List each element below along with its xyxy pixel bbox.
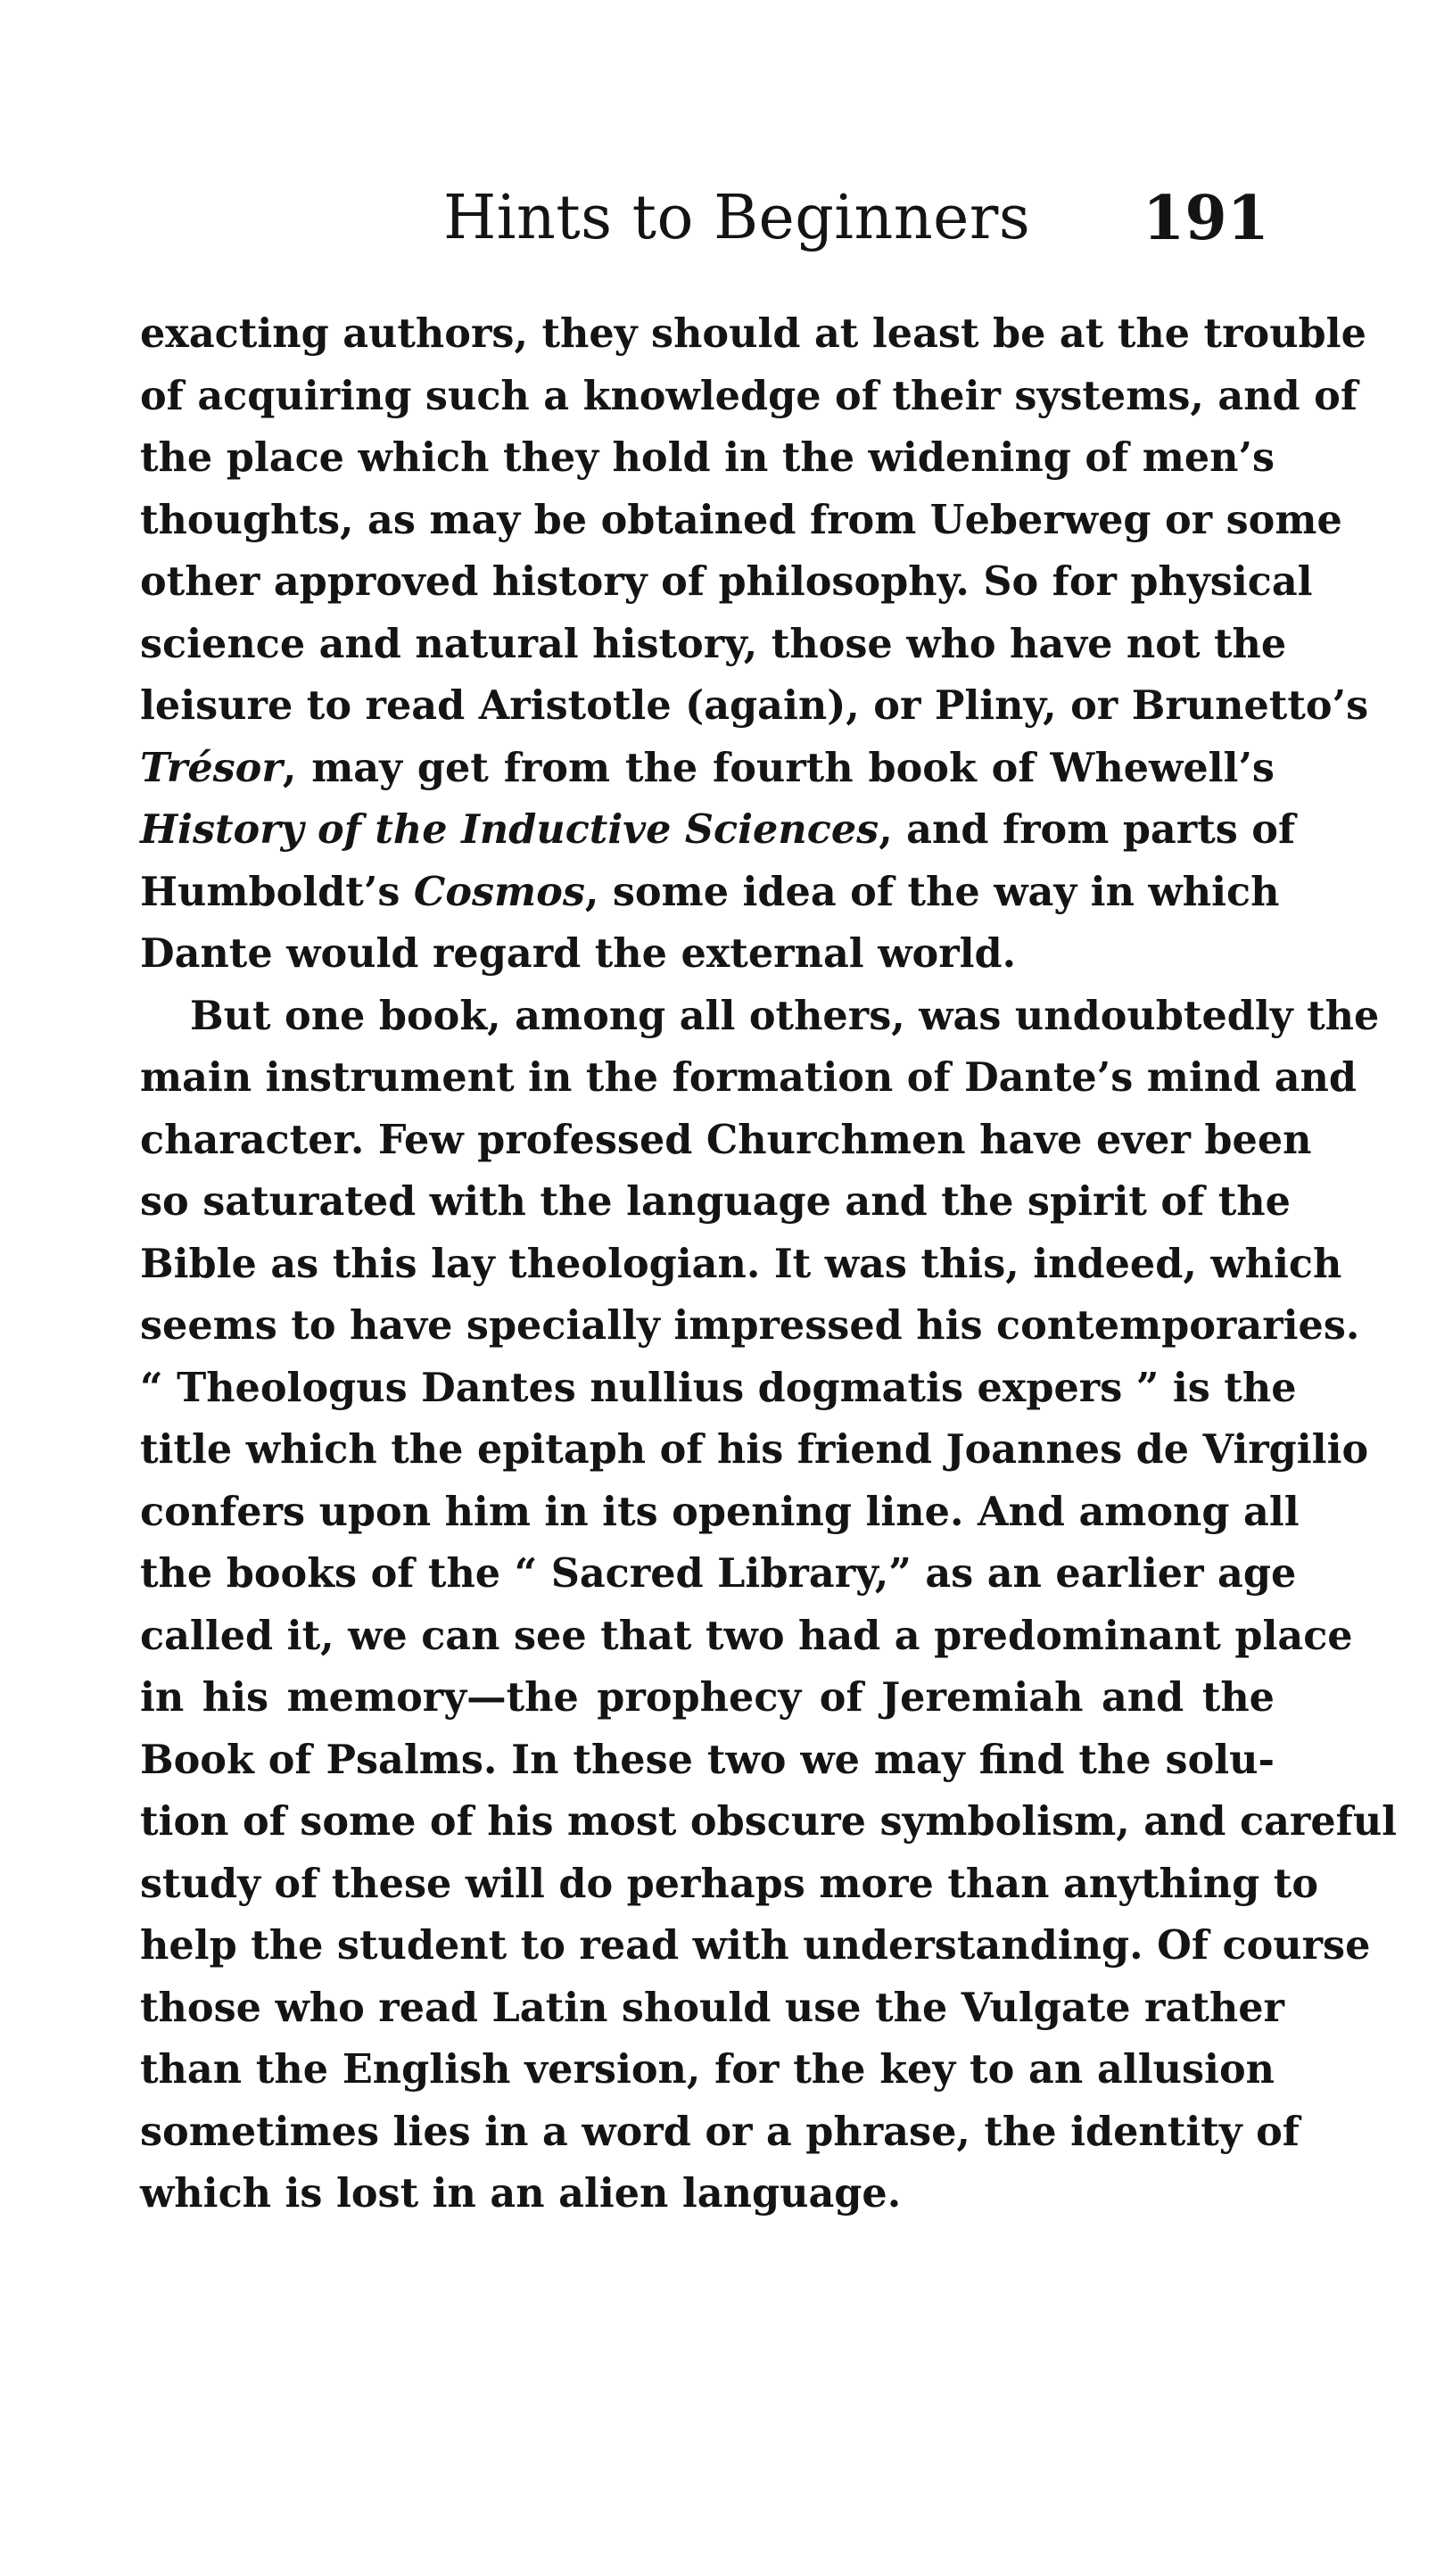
text-line: than the English version, for the key to an allusion <box>140 2046 1275 2093</box>
text-line: called it, we can see that two had a predominant place <box>140 1612 1353 1659</box>
italic-title: Trésor <box>140 744 283 791</box>
text-line: study of these will do perhaps more than anything to <box>140 1860 1319 1907</box>
text-line: “ Theologus Dantes nullius dogmatis expers ” is the <box>140 1364 1297 1411</box>
text-line <box>140 738 1275 800</box>
italic-title: History of the Inductive Sciences <box>140 806 879 853</box>
text-fragment: , some idea of the way in which <box>584 868 1280 915</box>
text-line: the place which they hold in the widening of men’s <box>140 434 1275 481</box>
text-line: in his memory—the prophecy of Jeremiah and the <box>140 1674 1275 1721</box>
text-line: tion of some of his most obscure symbolism, and careful <box>140 1798 1398 1845</box>
running-head <box>140 178 1275 259</box>
text-line: so saturated with the language and the spirit of the <box>140 1178 1291 1225</box>
text-line: title which the epitaph of his friend Joannes de Virgilio <box>140 1426 1369 1473</box>
text-line: help the student to read with understanding. Of course <box>140 1922 1371 1969</box>
text-line: confers upon him in its opening line. And among all <box>140 1488 1300 1535</box>
text-line <box>140 799 1296 862</box>
text-line: main instrument in the formation of Dante’s mind and <box>140 1054 1358 1101</box>
body-text <box>140 303 1398 2225</box>
text-line: thoughts, as may be obtained from Ueberweg or some <box>140 496 1342 543</box>
page-content <box>140 178 1398 2225</box>
text-fragment: , may get from the fourth book of Whewell’s <box>282 744 1275 791</box>
text-line: which is lost in an alien language. <box>140 2170 902 2217</box>
text-line: Book of Psalms. In these two we may find the solu- <box>140 1736 1275 1783</box>
text-line: Dante would regard the external world. <box>140 930 1017 977</box>
text-line: leisure to read Aristotle (again), or Pliny, or Brunetto’s <box>140 682 1369 729</box>
text-line: those who read Latin should use the Vulgate rather <box>140 1984 1284 2031</box>
text-line: the books of the “ Sacred Library,” as an earlier age <box>140 1550 1297 1597</box>
running-title: Hints to Beginners <box>443 183 1031 253</box>
text-line: science and natural history, those who have not the <box>140 620 1287 667</box>
text-fragment: Humboldt’s <box>140 868 414 915</box>
paragraph <box>140 303 1369 986</box>
paragraph <box>140 986 1398 2225</box>
text-line: exacting authors, they should at least be at the trouble <box>140 310 1366 357</box>
text-line: character. Few professed Churchmen have ever been <box>140 1116 1312 1163</box>
italic-title: Cosmos <box>413 868 585 915</box>
text-line: Bible as this lay theologian. It was this, indeed, which <box>140 1240 1342 1287</box>
text-fragment: , and from parts of <box>879 806 1296 853</box>
text-line: sometimes lies in a word or a phrase, the identity of <box>140 2108 1300 2155</box>
text-line: of acquiring such a knowledge of their systems, and of <box>140 372 1358 419</box>
page-number: 191 <box>1143 183 1269 254</box>
text-line: But one book, among all others, was undoubtedly the <box>190 992 1380 1039</box>
text-line: other approved history of philosophy. So for physical <box>140 558 1313 605</box>
text-line <box>140 862 1280 924</box>
text-line: seems to have specially impressed his contemporaries. <box>140 1302 1360 1349</box>
